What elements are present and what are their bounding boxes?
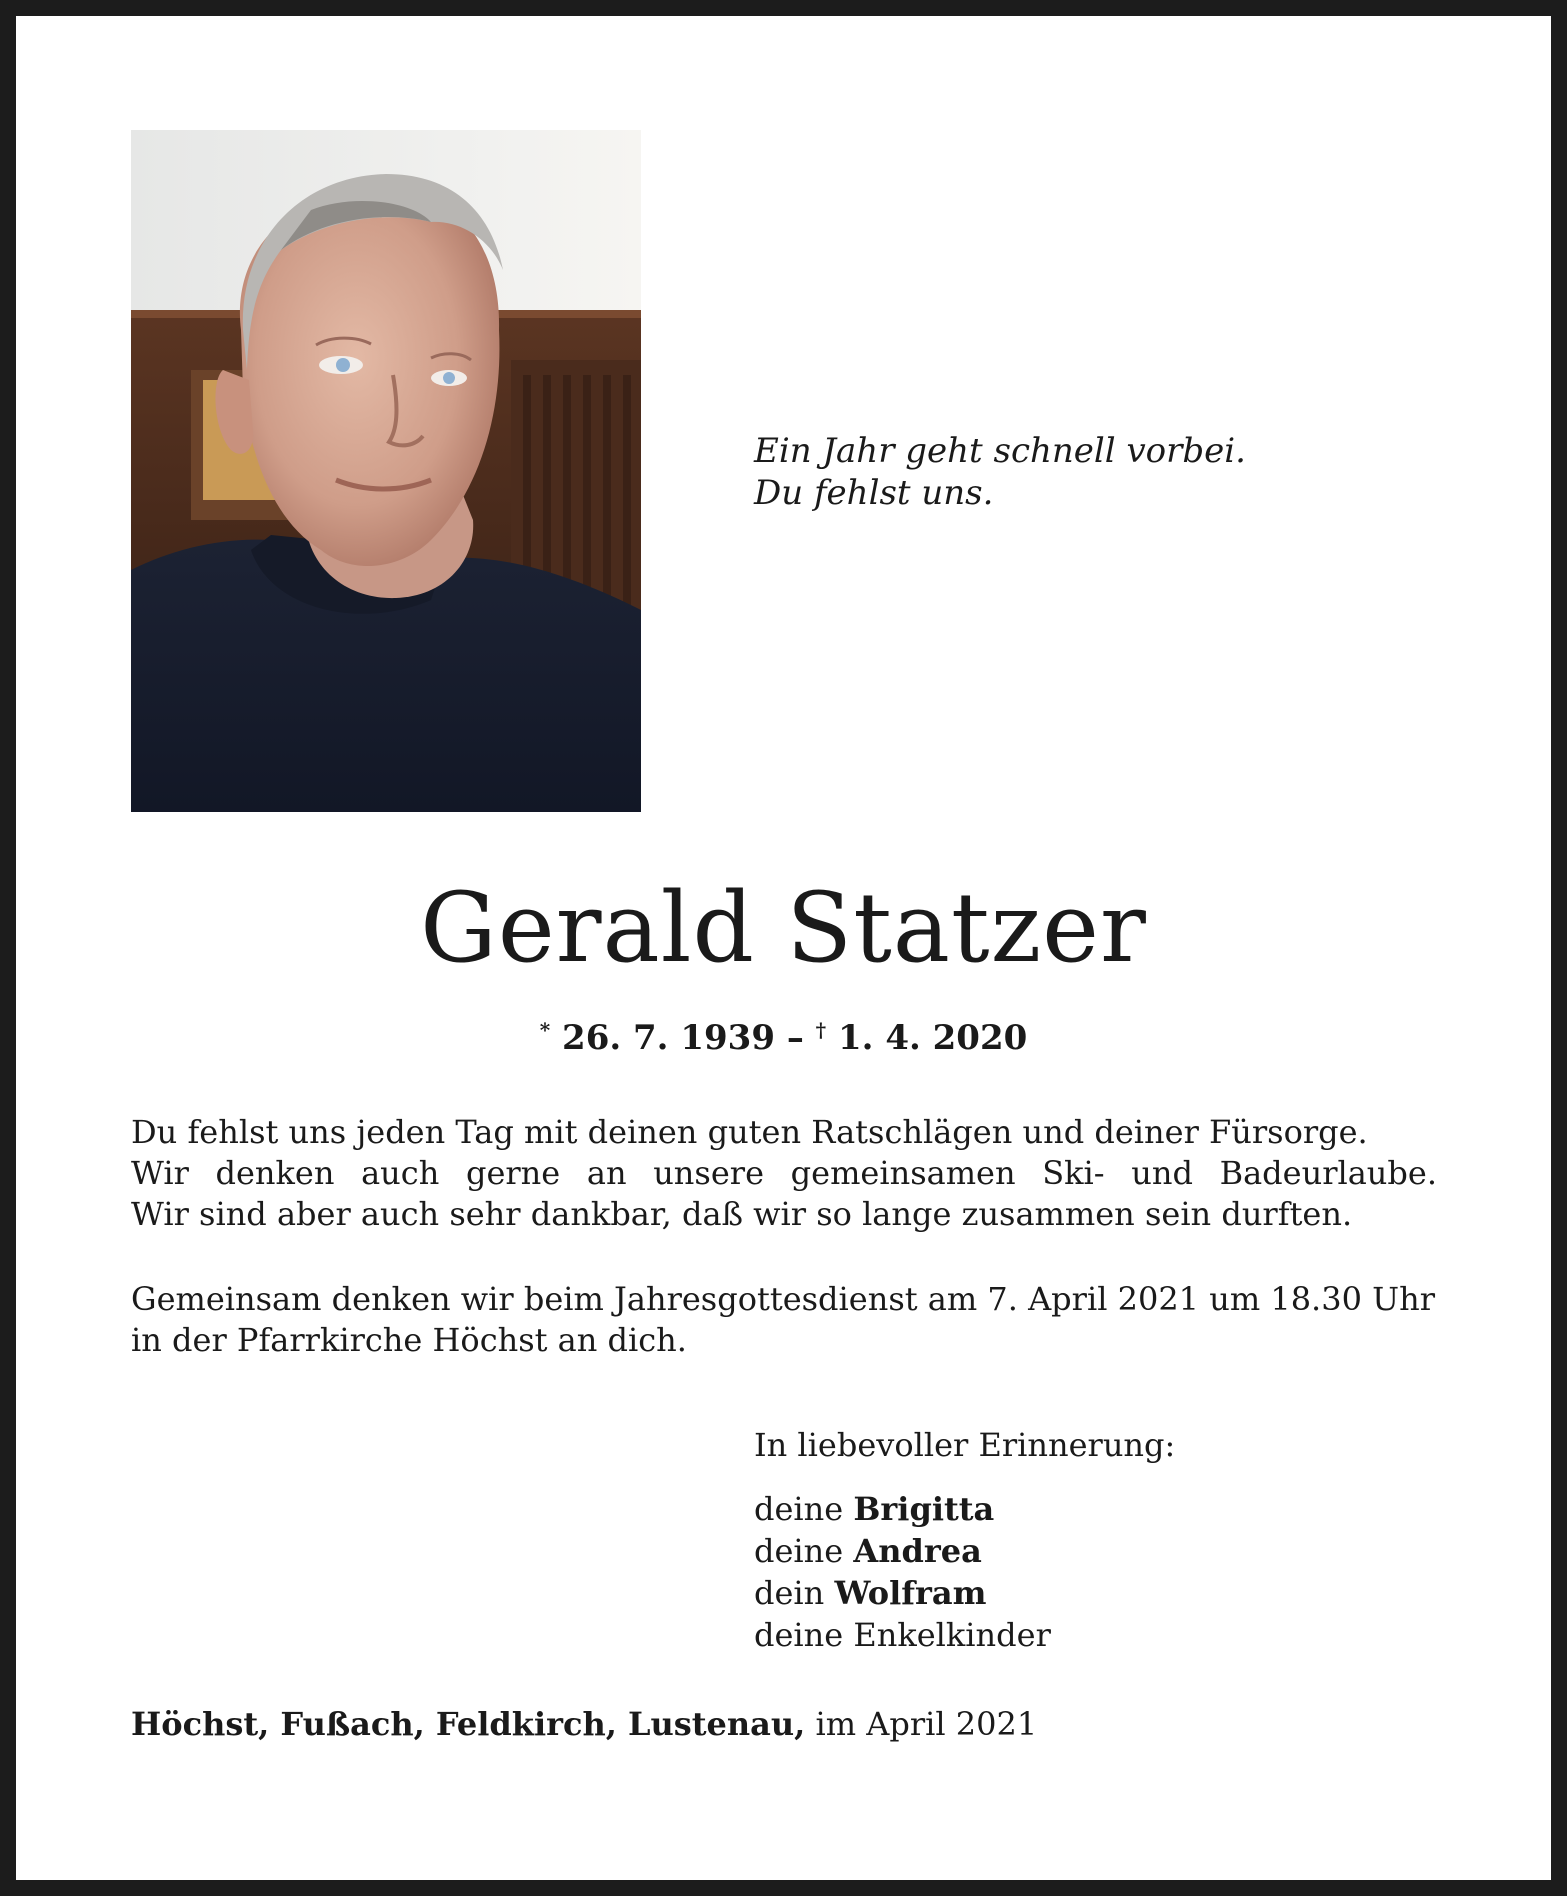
places: Höchst, Fußach, Feldkirch, Lustenau, (131, 1705, 806, 1743)
signer-row (754, 1530, 1175, 1572)
paragraph-line: Du fehlst uns jeden Tag mit deinen guten Ratschlägen und deiner Fürsorge. (131, 1113, 1368, 1151)
quote-line: Du fehlst uns. (754, 473, 994, 513)
memorial-quote (754, 430, 1246, 514)
birth-symbol: * (539, 1018, 551, 1042)
paragraph-line: in der Pfarrkirche Höchst an dich. (131, 1321, 687, 1359)
paragraph-line: Wir denken auch gerne an unsere gemeinsamen Ski- und Badeurlaube. (131, 1154, 1437, 1192)
portrait-photo (131, 130, 641, 812)
deceased-name: Gerald Statzer (420, 872, 1147, 984)
paragraph-line: Gemeinsam denken wir beim Jahresgottesdienst am 7. April 2021 um 18.30 Uhr (131, 1280, 1435, 1318)
signer-row (754, 1572, 1175, 1614)
signer-row (754, 1614, 1175, 1656)
death-symbol: † (815, 1018, 827, 1042)
death-date: 1. 4. 2020 (837, 1018, 1028, 1058)
birth-date: 26. 7. 1939 (562, 1018, 775, 1058)
life-dates (0, 1008, 1567, 1060)
place-date-line (131, 1703, 1037, 1745)
date-line: im April 2021 (815, 1705, 1038, 1743)
quote-line: Ein Jahr geht schnell vorbei. (754, 431, 1246, 471)
remembrance-paragraph (131, 1112, 1437, 1235)
signer-prefix: deine Enkelkinder (754, 1616, 1051, 1654)
signer-name: Brigitta (853, 1490, 995, 1528)
service-paragraph (131, 1279, 1451, 1361)
signer-name: Andrea (853, 1532, 982, 1570)
signer-name: Wolfram (834, 1574, 987, 1612)
signer-prefix: dein (754, 1574, 825, 1612)
signer-prefix: deine (754, 1532, 844, 1570)
signers-block (754, 1424, 1175, 1656)
signers-intro: In liebevoller Erinnerung: (754, 1426, 1176, 1464)
paragraph-line: Wir sind aber auch sehr dankbar, daß wir so lange zusammen sein durften. (131, 1195, 1353, 1233)
signer-row (754, 1488, 1175, 1530)
date-separator: – (786, 1018, 804, 1058)
signer-prefix: deine (754, 1490, 844, 1528)
